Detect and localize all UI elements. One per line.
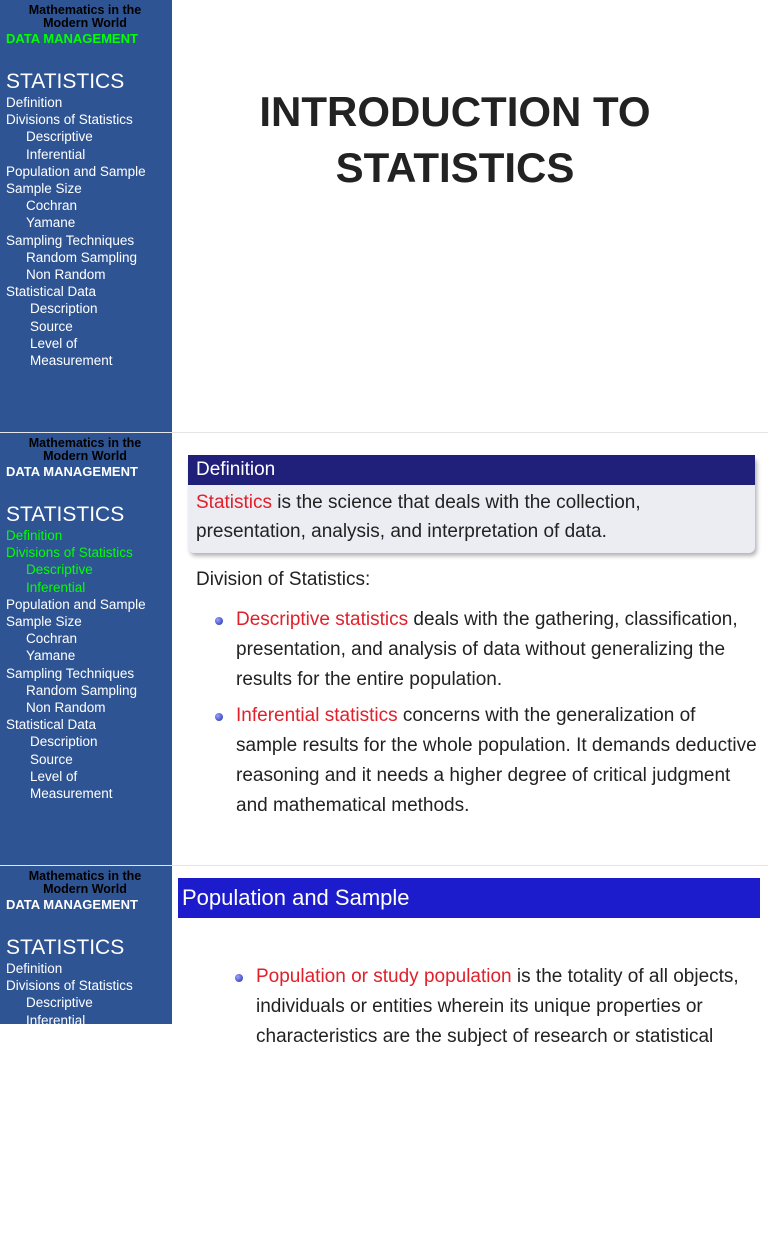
page-title <box>200 84 710 196</box>
sidebar-item: Level of <box>30 768 78 784</box>
sidebar-item: Cochran <box>26 631 78 647</box>
sidebar-item: Yamane <box>26 215 76 231</box>
sidebar-item: Yamane <box>26 648 76 664</box>
list-item <box>212 605 757 695</box>
course-title: Mathematics in the Modern World <box>28 3 142 30</box>
sidebar-item: Divisions of Statistics <box>6 545 133 561</box>
sidebar-item: Cochran <box>26 1064 78 1080</box>
slide-3 <box>0 866 768 1235</box>
sidebar-item: Population and Sample <box>6 163 146 179</box>
topic-title: STATISTICS <box>6 70 125 93</box>
sidebar-item: Non Random <box>26 267 106 283</box>
sidebar-item: Random Sampling <box>26 249 138 265</box>
sidebar-nav <box>0 960 172 1235</box>
sidebar-nav <box>0 527 172 802</box>
sidebar-item: Definition <box>6 95 63 110</box>
unit-title: DATA MANAGEMENT <box>6 31 138 46</box>
sidebar-item: Level of <box>30 1201 78 1217</box>
bullet-icon <box>215 617 223 625</box>
sidebar-item: Sample Size <box>6 614 82 630</box>
sidebar-item: Descriptive <box>26 129 93 145</box>
sidebar-item: Population and Sample <box>6 1029 146 1045</box>
sidebar-item: Description <box>30 1167 98 1183</box>
unit-title: DATA MANAGEMENT <box>6 464 138 479</box>
sidebar <box>0 0 172 432</box>
sidebar-item: Measurement <box>30 353 113 369</box>
definition-block-title: Definition <box>188 455 755 485</box>
sidebar-item: Sampling Techniques <box>6 232 135 248</box>
sidebar-item: Non Random <box>26 1133 106 1149</box>
unit-title: DATA MANAGEMENT <box>6 897 138 912</box>
division-list <box>212 605 757 827</box>
sidebar-item: Divisions of Statistics <box>6 112 133 128</box>
course-title: Mathematics in the Modern World <box>28 436 142 463</box>
sidebar-item: Measurement <box>30 1219 113 1235</box>
bullet-term: Inferential statistics <box>236 705 398 726</box>
section-title: Population and Sample <box>178 878 760 918</box>
definition-block <box>188 455 755 553</box>
sidebar-item: Definition <box>6 961 63 976</box>
sidebar-item: Inferential <box>26 1012 86 1028</box>
bullet-term: Descriptive statistics <box>236 609 409 630</box>
sidebar-item: Description <box>30 734 98 750</box>
sidebar-item: Source <box>30 1184 73 1200</box>
sidebar-item: Descriptive <box>26 562 93 578</box>
list-item <box>212 701 757 821</box>
sidebar-item: Statistical Data <box>6 1150 97 1166</box>
bullet-icon <box>215 713 223 721</box>
sidebar-item: Random Sampling <box>26 682 138 698</box>
sidebar <box>0 433 172 865</box>
topic-title: STATISTICS <box>6 936 125 959</box>
bullet-icon <box>235 974 243 982</box>
slide-2 <box>0 433 768 865</box>
bullet-text: is the totality of all objects, individuals or entities wherein its unique properties or characteristics are the subject of research or statistical <box>256 966 739 1047</box>
sidebar-item: Yamane <box>26 1081 76 1097</box>
sidebar-item: Level of <box>30 335 78 351</box>
sidebar-item: Sampling Techniques <box>6 1098 135 1114</box>
sidebar-item: Source <box>30 751 73 767</box>
sidebar-item: Description <box>30 301 98 317</box>
sidebar-item: Sampling Techniques <box>6 665 135 681</box>
bullet-term: Population or study population <box>256 966 512 987</box>
definition-text <box>188 485 755 546</box>
bullet-text: concerns with the generalization of sample results for the whole population. It demands deductive reasoning and it needs a higher degree of critical judgment and mathematical methods. <box>236 705 757 816</box>
sidebar-item: Non Random <box>26 700 106 716</box>
sidebar-item: Cochran <box>26 198 78 214</box>
list-item <box>232 962 757 1052</box>
sidebar-item: Statistical Data <box>6 284 97 300</box>
title-line-2: STATISTICS <box>335 144 575 191</box>
division-heading: Division of Statistics: <box>196 569 371 590</box>
slide-1 <box>0 0 768 432</box>
sidebar-item: Statistical Data <box>6 717 97 733</box>
sidebar-item: Sample Size <box>6 181 82 197</box>
sidebar-item: Inferential <box>26 146 86 162</box>
sidebar-item: Source <box>30 318 73 334</box>
title-line-1: INTRODUCTION TO <box>259 88 651 135</box>
sidebar-item: Population and Sample <box>6 596 146 612</box>
sidebar <box>0 866 172 1235</box>
course-title: Mathematics in the Modern World <box>28 869 142 896</box>
topic-title: STATISTICS <box>6 503 125 526</box>
sidebar-item: Inferential <box>26 579 86 595</box>
sidebar-item: Measurement <box>30 786 113 802</box>
sidebar-item: Descriptive <box>26 995 93 1011</box>
definition-term: Statistics <box>196 492 273 513</box>
sidebar-item: Divisions of Statistics <box>6 978 133 994</box>
sidebar-item: Definition <box>6 528 63 543</box>
sidebar-item: Random Sampling <box>26 1115 138 1131</box>
sidebar-nav <box>0 94 172 369</box>
bullet-text: deals with the gathering, classification, presentation, and analysis of data without generalizing the results for the entire population. <box>236 609 738 690</box>
sidebar-item: Sample Size <box>6 1047 82 1063</box>
population-list <box>232 962 757 1058</box>
definition-rest: is the science that deals with the collection, presentation, analysis, and interpretation of data. <box>196 492 641 542</box>
